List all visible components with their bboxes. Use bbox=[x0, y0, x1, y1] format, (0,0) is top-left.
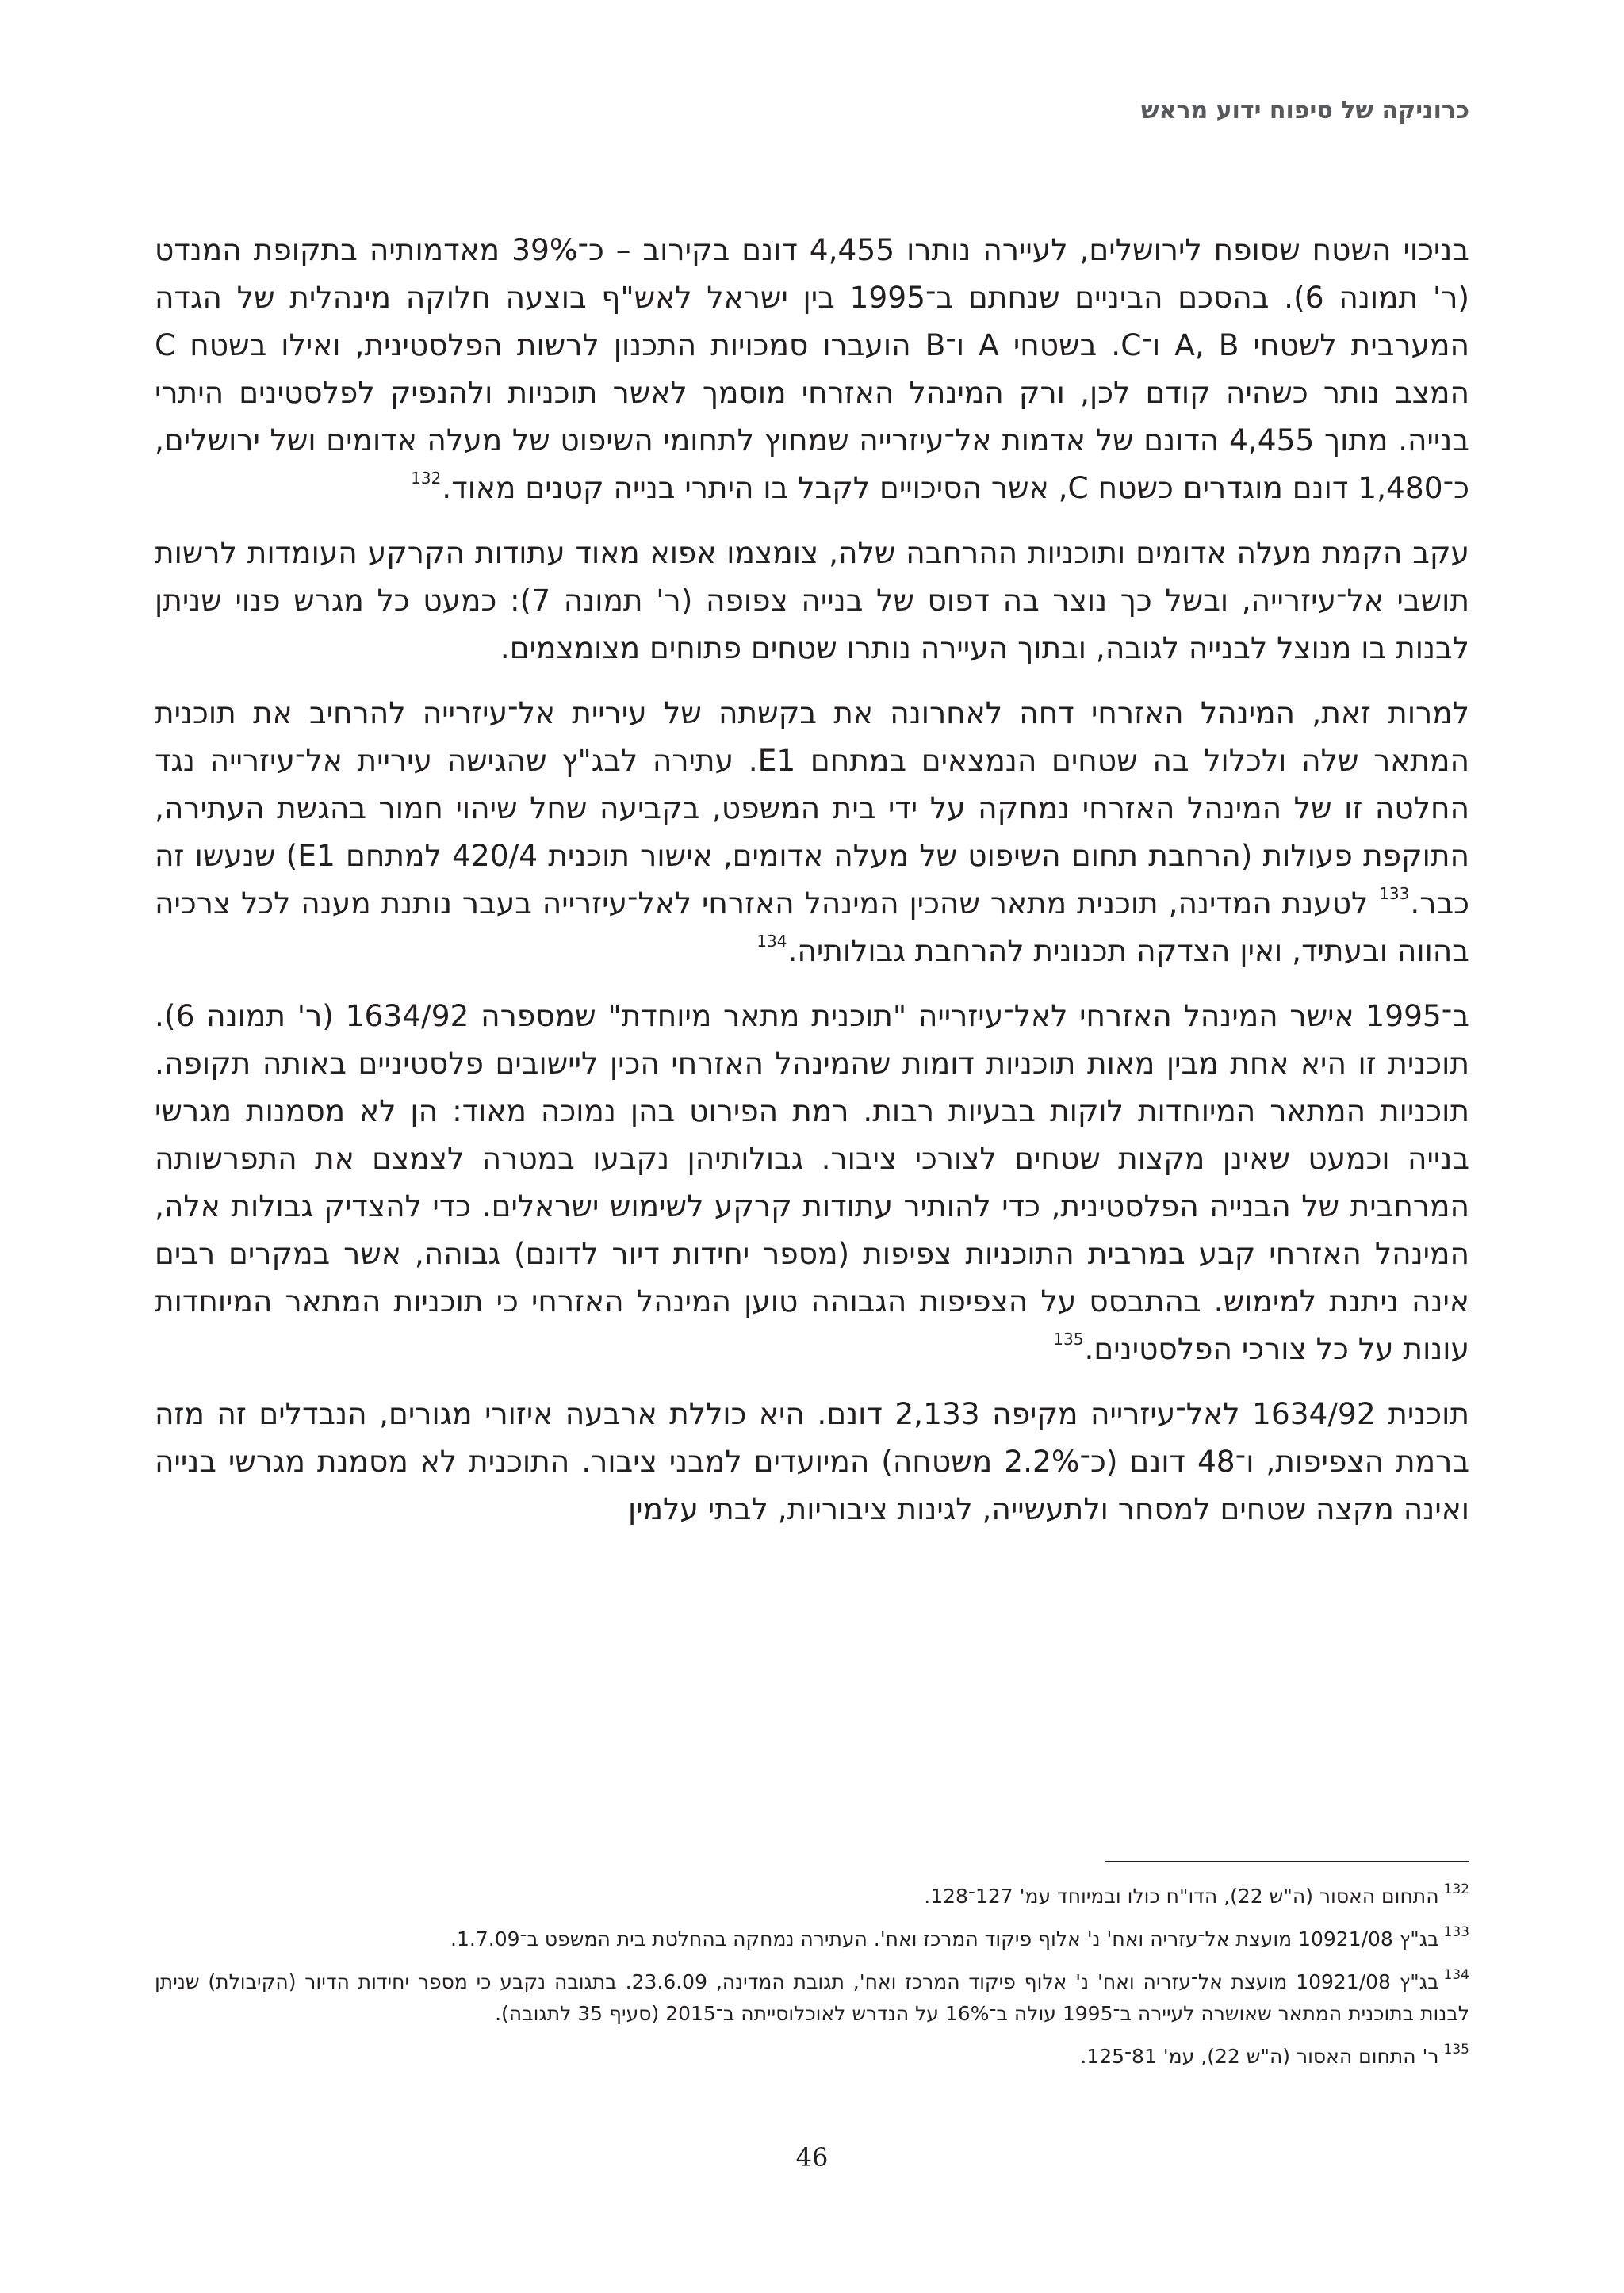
footnote bbox=[155, 1966, 1469, 2030]
paragraph-text: עקב הקמת מעלה אדומים ותוכניות ההרחבה שלה, צומצמו אפוא מאוד עתודות הקרקע העומדות לרשות תושבי אל־עיזרייה, ובשל כך נוצר בה דפוס של בנייה צפופה (ר' תמונה 7): כמעט כל מגרש פנוי שניתן לבנות בו מנוצל לבנייה לגובה, ובתוך העיירה נותרו שטחים פתוחים מצומצמים. bbox=[155, 535, 1469, 665]
footnote-reference[interactable]: 134 bbox=[756, 932, 787, 951]
footnote-text: בג"ץ 10921/08 מועצת אל־עזריה ואח' נ' אלוף פיקוד המרכז ואח'. העתירה נמחקה בהחלטת בית המשפט ב־1.7.09. bbox=[450, 1927, 1439, 1950]
footnote-number: 135 bbox=[1443, 2042, 1469, 2058]
footnote-number: 132 bbox=[1443, 1881, 1469, 1897]
main-text bbox=[155, 226, 1469, 1550]
paragraph-text-continued: לטענת המדינה, תוכנית מתאר שהכין המינהל האזרחי לאל־עיזרייה בעבר נותנת מענה לכל צרכיה בהווה ובעתיד, ואין הצדקה תכנונית להרחבת גבולותיה. bbox=[155, 886, 1469, 968]
footnote-reference[interactable]: 132 bbox=[411, 469, 442, 488]
footnote-text: התחום האסור (ה"ש 22), הדו"ח כולו ובמיוחד עמ' 127־128. bbox=[924, 1885, 1439, 1908]
footnote-divider bbox=[1105, 1861, 1469, 1862]
paragraph bbox=[155, 689, 1469, 974]
paragraph-text: בניכוי השטח שסופח לירושלים, לעיירה נותרו 4,455 דונם בקירוב – כ־39% מאדמותיה בתקופת המנדט (ר' תמונה 6). בהסכם הביניים שנחתם ב־1995 בין ישראל לאש"ף בוצעה חלוקה מינהלית של הגדה המערבית לשטחי A, B ו־C. בשטחי A ו־B הועברו סמכויות התכנון לרשות הפלסטינית, ואילו בשטח C המצב נותר כשהיה קודם לכן, ורק המינהל האזרחי מוסמך לאשר תוכניות ולהנפיק לפלסטינים היתרי בנייה. מתוך 4,455 הדונם של אדמות אל־עיזרייה שמחוץ לתחומי השיפוט של מעלה אדומים ושל ירושלים, כ־1,480 דונם מוגדרים כשטח C, אשר הסיכויים לקבל בו היתרי בנייה קטנים מאוד. bbox=[155, 232, 1469, 505]
paragraph bbox=[155, 529, 1469, 672]
footnote-number: 134 bbox=[1443, 1967, 1469, 1983]
footnotes-section bbox=[155, 1881, 1469, 2084]
paragraph-text: תוכנית 1634/92 לאל־עיזרייה מקיפה 2,133 דונם. היא כוללת ארבעה איזורי מגורים, הנבדלים זה מזה ברמת הצפיפות, ו־48 דונם (כ־2.2% משטחה) המיועדים למבני ציבור. התוכנית לא מסמנת מגרשי בנייה ואינה מקצה שטחים למסחר ולתעשייה, לגינות ציבוריות, לבתי עלמין bbox=[155, 1396, 1470, 1526]
footnote-number: 133 bbox=[1443, 1924, 1469, 1940]
footnote bbox=[155, 1881, 1469, 1912]
footnote-reference[interactable]: 135 bbox=[1053, 1330, 1084, 1349]
footnote bbox=[155, 1924, 1469, 1955]
paragraph bbox=[155, 1390, 1469, 1533]
footnote-text: ר' התחום האסור (ה"ש 22), עמ' 81־125. bbox=[1080, 2045, 1439, 2068]
footnote-reference[interactable]: 133 bbox=[1379, 884, 1410, 903]
running-header: כרוניקה של סיפוח ידוע מראש bbox=[1140, 97, 1469, 124]
paragraph-text: למרות זאת, המינהל האזרחי דחה לאחרונה את בקשתה של עיריית אל־עיזרייה להרחיב את תוכנית המתאר שלה ולכלול בה שטחים הנמצאים במתחם E1. עתירה לבג"ץ שהגישה עיריית אל־עיזרייה נגד החלטה זו של המינהל האזרחי נמחקה על ידי בית המשפט, בקביעה שחל שיהוי חמור בהגשת העתירה, התוקפת פעולות (הרחבת תחום השיפוט של מעלה אדומים, אישור תוכנית 420/4 למתחם E1) שנעשו זה כבר. bbox=[155, 695, 1470, 921]
paragraph-text: ב־1995 אישר המינהל האזרחי לאל־עיזרייה "תוכנית מתאר מיוחדת" שמספרה 1634/92 (ר' תמונה 6). תוכנית זו היא אחת מבין מאות תוכניות דומות שהמינהל האזרחי הכין ליישובים פלסטיניים באותה תקופה. תוכניות המתאר המיוחדות לוקות בבעיות רבות. רמת הפירוט בהן נמוכה מאוד: הן לא מסמנות מגרשי בנייה וכמעט שאינן מקצות שטחים לצורכי ציבור. גבולותיהן נקבעו במטרה לצמצם את התפרשותה המרחבית של הבנייה הפלסטינית, כדי להותיר עתודות קרקע לשימוש ישראלים. כדי להצדיק גבולות אלה, המינהל האזרחי קבע במרבית התוכניות צפיפות (מספר יחידות דיור לדונם) גבוהה, אשר במקרים רבים אינה ניתנת למימוש. בהתבסס על הצפיפות הגבוהה טוען המינהל האזרחי כי תוכניות המתאר המיוחדות עונות על כל צורכי הפלסטינים. bbox=[155, 998, 1470, 1366]
paragraph bbox=[155, 226, 1469, 511]
footnote-text: בג"ץ 10921/08 מועצת אל־עזריה ואח' נ' אלוף פיקוד המרכז ואח', תגובת המדינה, 23.6.09. בתגובה נקבע כי מספר יחידות הדיור (הקיבולת) שניתן לבנות בתוכנית המתאר שאושרה לעיירה ב־1995 עולה ב־16% על הנדרש לאוכלוסייתה ב־2015 (סעיף 35 לתגובה). bbox=[155, 1970, 1469, 2025]
paragraph bbox=[155, 992, 1469, 1372]
page-number: 46 bbox=[795, 2142, 829, 2172]
footnote bbox=[155, 2041, 1469, 2073]
